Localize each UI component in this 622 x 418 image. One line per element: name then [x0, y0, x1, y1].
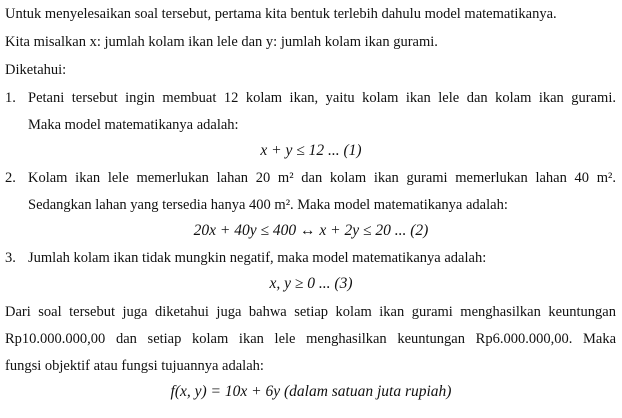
item-2-line-1: Kolam ikan lele memerlukan lahan 20 m² dan kolam ikan gurami memerlukan lahan 40 m². — [28, 170, 616, 186]
item-2-line-2: Sedangkan lahan yang tersedia hanya 400 m². Maka model matematikanya adalah: — [28, 197, 508, 213]
item-1-number: 1. — [5, 90, 16, 106]
variable-definition: Kita misalkan x: jumlah kolam ikan lele dan y: jumlah kolam ikan gurami. — [5, 34, 438, 50]
item-3-line-1: Jumlah kolam ikan tidak mungkin negatif, maka model matematikanya adalah: — [28, 250, 487, 266]
item-3-number: 3. — [5, 250, 16, 266]
objective-function: f(x, y) = 10x + 6y (dalam satuan juta rupiah) — [170, 383, 452, 400]
item-1-line-1: Petani tersebut ingin membuat 12 kolam ikan, yaitu kolam ikan lele dan kolam ikan gurami. — [28, 90, 616, 106]
intro-text: Untuk menyelesaikan soal tersebut, pertama kita bentuk terlebih dahulu model matematikanya. — [5, 6, 557, 22]
formula-1: x + y ≤ 12 ... (1) — [260, 142, 362, 159]
known-label: Diketahui: — [5, 62, 67, 78]
formula-2: 20x + 40y ≤ 400 ↔ x + 2y ≤ 20 ... (2) — [193, 222, 429, 239]
item-2-number: 2. — [5, 170, 16, 186]
formula-3: x, y ≥ 0 ... (3) — [269, 275, 353, 292]
item-1-line-2: Maka model matematikanya adalah: — [28, 117, 239, 133]
conclusion-line-2: Rp10.000.000,00 dan setiap kolam ikan lele menghasilkan keuntungan Rp6.000.000,00. Maka — [5, 331, 616, 347]
conclusion-line-1: Dari soal tersebut juga diketahui juga bahwa setiap kolam ikan gurami menghasilkan keuntungan — [5, 304, 616, 320]
conclusion-line-3: fungsi objektif atau fungsi tujuannya adalah: — [5, 358, 264, 374]
